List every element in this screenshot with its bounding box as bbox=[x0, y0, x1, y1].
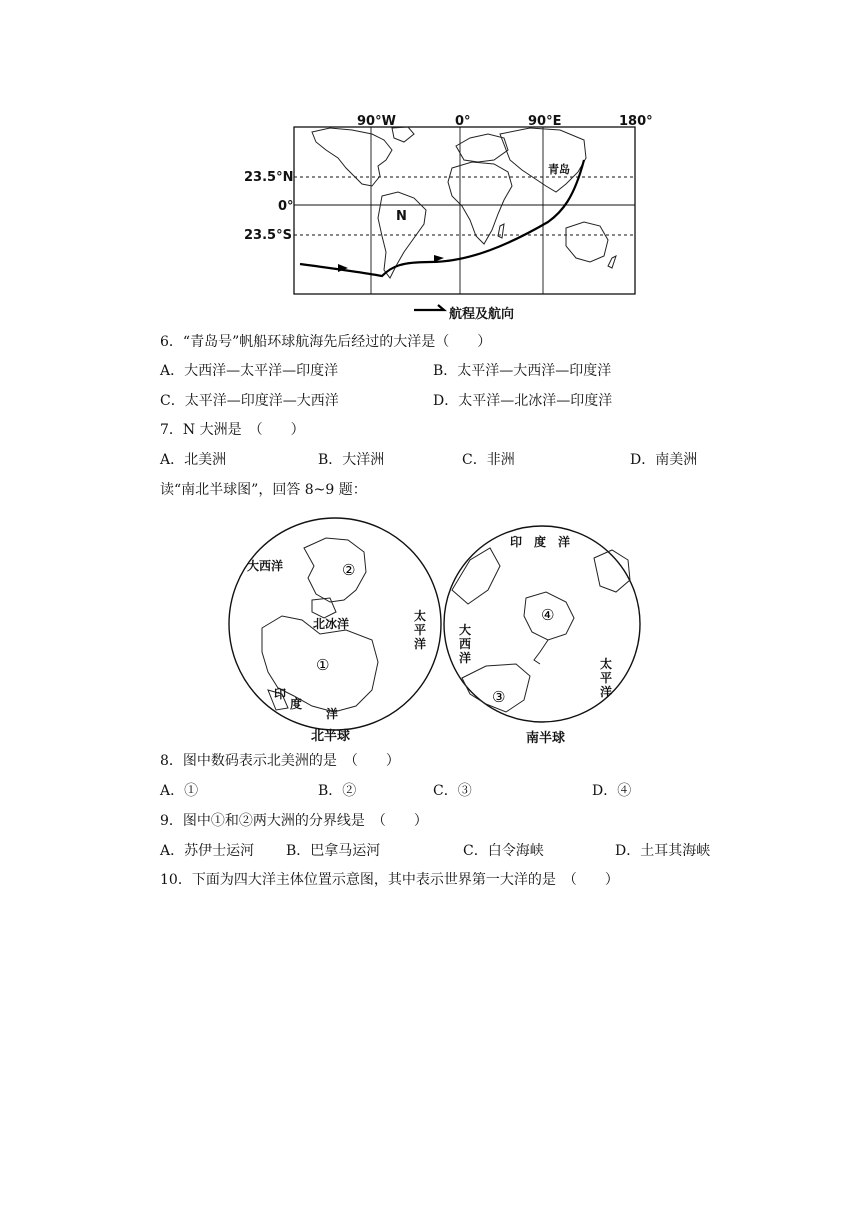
north-caption: 北半球 bbox=[311, 729, 351, 744]
legend-route-icon bbox=[414, 305, 444, 310]
lon-label-180: 180° bbox=[619, 114, 653, 129]
q9-option-c[interactable]: C．白令海峡 bbox=[463, 843, 544, 859]
hemisphere-maps bbox=[220, 510, 650, 750]
mark-2-label: ② bbox=[342, 561, 356, 579]
q6-option-b[interactable]: B．太平洋—大西洋—印度洋 bbox=[433, 363, 612, 379]
north-indian-label-1: 印 bbox=[274, 687, 287, 701]
north-arctic-label: 北冰洋 bbox=[313, 617, 350, 631]
north-pacific-label-1: 太 bbox=[414, 609, 427, 623]
lat-label-23n: 23.5°N bbox=[244, 170, 294, 185]
south-indian-label: 印 度 洋 bbox=[510, 535, 571, 549]
q8-option-d[interactable]: D．④ bbox=[592, 783, 632, 799]
south-pacific-label-3: 洋 bbox=[600, 685, 613, 699]
legend-label: 航程及航向 bbox=[449, 307, 515, 322]
lon-label-90e: 90°E bbox=[528, 114, 562, 129]
mark-4-label: ④ bbox=[541, 606, 555, 624]
north-indian-label-2: 度 bbox=[290, 697, 303, 711]
q6-option-a[interactable]: A．大西洋—太平洋—印度洋 bbox=[160, 363, 339, 379]
north-atlantic-label: 大西洋 bbox=[247, 559, 284, 573]
south-atlantic-label-2: 西 bbox=[459, 637, 472, 651]
south-atlantic-label-3: 洋 bbox=[459, 651, 472, 665]
mark-1-label: ① bbox=[316, 656, 330, 674]
q6-option-d[interactable]: D．太平洋—北冰洋—印度洋 bbox=[433, 393, 613, 409]
q9-option-d[interactable]: D．土耳其海峡 bbox=[615, 843, 711, 859]
q8-option-c[interactable]: C．③ bbox=[433, 783, 472, 799]
south-pacific-label-2: 平 bbox=[600, 671, 613, 685]
q8-stem: 8．图中数码表示北美洲的是 （ ） bbox=[160, 753, 400, 769]
south-caption: 南半球 bbox=[526, 731, 566, 746]
north-indian-label-3: 洋 bbox=[326, 707, 339, 721]
south-pacific-label-1: 太 bbox=[600, 657, 613, 671]
q7-option-c[interactable]: C．非洲 bbox=[462, 452, 515, 468]
q6-stem: 6．“青岛号”帆船环球航海先后经过的大洋是（ ） bbox=[160, 334, 492, 350]
world-route-map bbox=[230, 108, 670, 328]
q6-option-c[interactable]: C．太平洋—印度洋—大西洋 bbox=[160, 393, 339, 409]
q9-option-a[interactable]: A．苏伊士运河 bbox=[160, 843, 255, 859]
q7-option-a[interactable]: A．北美洲 bbox=[160, 452, 227, 468]
north-pacific-label-3: 洋 bbox=[414, 637, 427, 651]
lat-label-0: 0° bbox=[278, 199, 294, 214]
q9-stem: 9．图中①和②两大洲的分界线是 （ ） bbox=[160, 813, 428, 829]
south-atlantic-label-1: 大 bbox=[459, 623, 472, 637]
q7-option-d[interactable]: D．南美洲 bbox=[630, 452, 698, 468]
lon-label-90w: 90°W bbox=[357, 114, 396, 129]
continent-n-label: N bbox=[396, 209, 407, 224]
q10-stem: 10．下面为四大洋主体位置示意图，其中表示世界第一大洋的是 （ ） bbox=[160, 872, 619, 888]
qingdao-label: 青岛 bbox=[548, 163, 570, 176]
section-intro: 读“南北半球图”，回答 8~9 题： bbox=[160, 482, 367, 498]
q9-option-b[interactable]: B．巴拿马运河 bbox=[286, 843, 381, 859]
north-pacific-label-2: 平 bbox=[414, 623, 427, 637]
q8-option-a[interactable]: A．① bbox=[160, 783, 199, 799]
lat-label-23s: 23.5°S bbox=[244, 228, 292, 243]
q7-option-b[interactable]: B．大洋洲 bbox=[318, 452, 385, 468]
mark-3-label: ③ bbox=[492, 688, 506, 706]
lon-label-0: 0° bbox=[455, 114, 471, 129]
q7-stem: 7．N 大洲是 （ ） bbox=[160, 422, 305, 438]
q8-option-b[interactable]: B．② bbox=[318, 783, 357, 799]
